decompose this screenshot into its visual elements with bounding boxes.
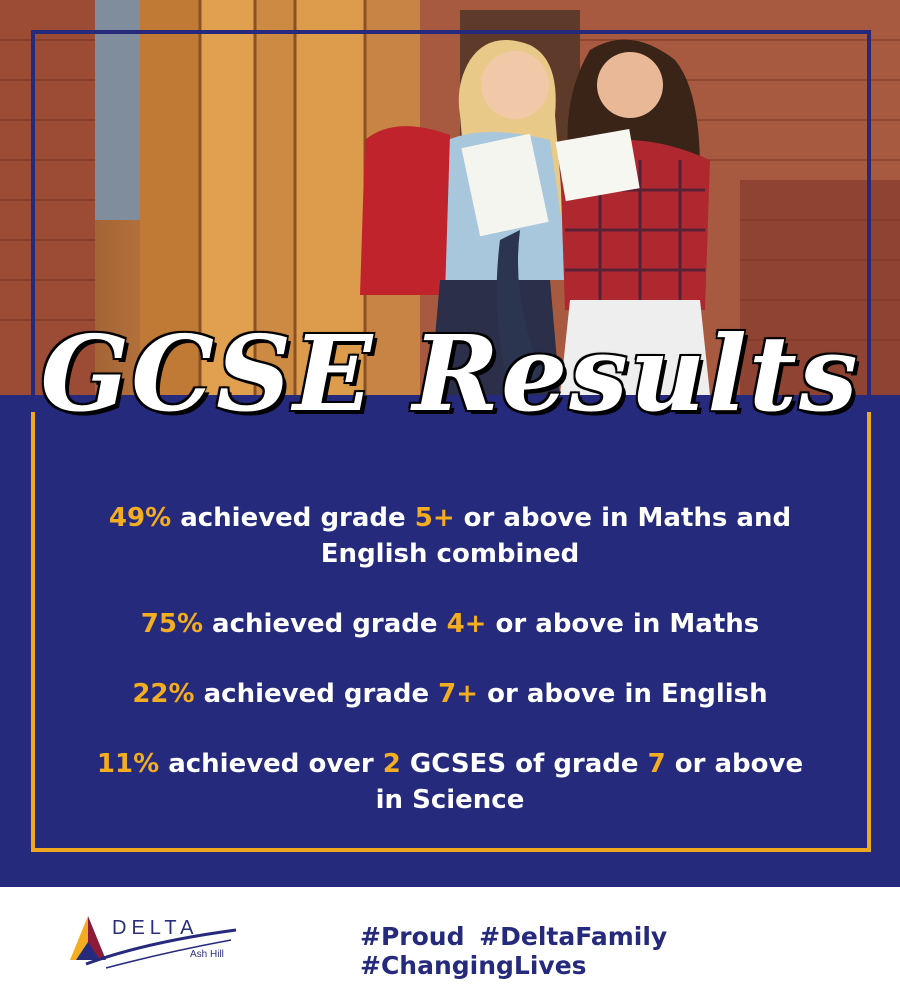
stat-text: or above in English <box>478 679 768 709</box>
stat-maths-english <box>80 500 820 572</box>
stat-text: achieved grade <box>203 609 447 639</box>
stat-text: achieved grade <box>171 503 415 533</box>
stat-text: or above in Science <box>375 749 804 815</box>
stat-value: 11% <box>96 749 160 779</box>
logo-subtitle: Ash Hill <box>190 949 224 960</box>
stat-english <box>80 676 820 712</box>
stat-text: GCSES of grade <box>400 749 648 779</box>
stat-value: 49% <box>108 503 172 533</box>
stat-text: achieved over <box>159 749 383 779</box>
hashtags: #Proud #DeltaFamily #ChangingLives <box>360 922 668 980</box>
stat-value: 22% <box>132 679 195 709</box>
stat-value: 75% <box>140 609 203 639</box>
stat-grade: 7+ <box>438 679 479 709</box>
frame-right-bottom <box>867 412 871 852</box>
stat-science <box>80 746 820 818</box>
stat-text: or above in Maths and English combined <box>320 503 792 569</box>
stat-text: achieved grade <box>194 679 439 709</box>
stat-text: or above in Maths <box>486 609 760 639</box>
stat-count: 2 <box>382 749 401 779</box>
stats-list <box>80 500 820 852</box>
stat-grade: 5+ <box>414 503 455 533</box>
stat-grade: 4+ <box>446 609 487 639</box>
stat-grade: 7 <box>647 749 666 779</box>
frame-top <box>31 30 871 34</box>
stat-maths <box>80 606 820 642</box>
page-title: GCSE Results <box>40 312 860 435</box>
logo-wordmark: DELTA <box>112 917 199 939</box>
frame-left-bottom <box>31 412 35 852</box>
